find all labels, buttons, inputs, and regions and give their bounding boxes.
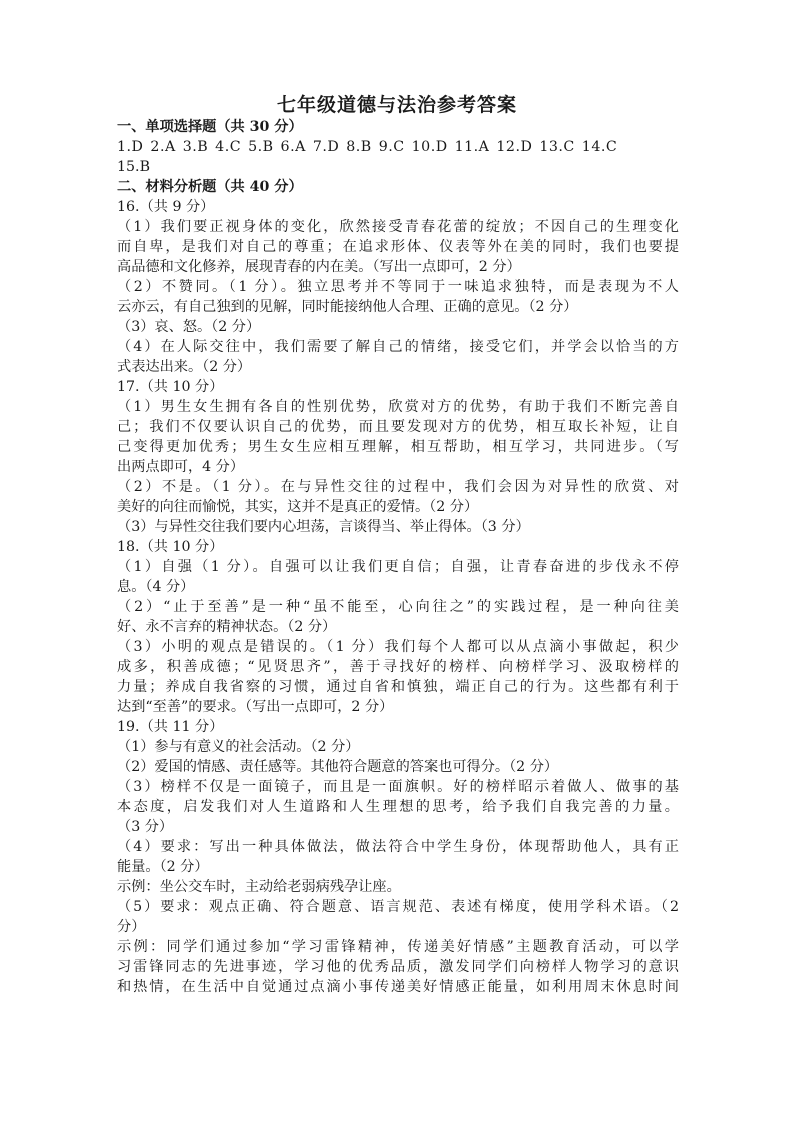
- text-line: 出两点即可，4 分）: [117, 459, 245, 475]
- answer-content: [117, 117, 679, 997]
- text-line: 己变得更加优秀；男生女生应相互理解，相互帮助，相互学习，共同进步。（写: [117, 439, 679, 455]
- text-line: 能量。（2 分）: [117, 859, 209, 875]
- text-line: 达到“至善”的要求。（写出一点即可，2 分）: [117, 699, 394, 715]
- text-line: 1.D 2.A 3.B 4.C 5.B 6.A 7.D 8.B 9.C 10.D 11.A 12.D 13.C 14.C: [117, 139, 618, 155]
- text-line: 息。（4 分）: [117, 579, 195, 595]
- text-line: （3 分）: [117, 819, 174, 835]
- text-line: （3）小明的观点是错误的。（1 分）我们每个人都可以从点滴小事做起，积少: [117, 639, 679, 655]
- text-line: 成多，积善成德；“见贤思齐”，善于寻找好的榜样、向榜样学习、汲取榜样的: [117, 659, 679, 675]
- document-title: 七年级道德与法治参考答案: [276, 94, 517, 116]
- text-line: （1）参与有意义的社会活动。（2 分）: [117, 739, 360, 755]
- text-line: 美好的向往而愉悦，其实，这并不是真正的爱情。（2 分）: [117, 499, 479, 515]
- text-line: （2）爱国的情感、责任感等。其他符合题意的答案也可得分。（2 分）: [117, 759, 559, 775]
- text-line: 示例：同学们通过参加“学习雷锋精神，传递美好情感”主题教育活动，可以学: [117, 939, 679, 955]
- text-line: （4）在人际交往中，我们需要了解自己的情绪，接受它们，并学会以恰当的方: [117, 339, 679, 355]
- text-line: （1）自强（1 分）。自强可以让我们更自信；自强，让青春奋进的步伐永不停: [117, 559, 679, 575]
- text-line: （2）不赞同。（1 分）。独立思考并不等同于一味追求独特，而是表现为不人: [117, 279, 679, 295]
- text-line: 式表达出来。（2 分）: [117, 359, 252, 375]
- text-line: （1）我们要正视身体的变化，欣然接受青春花蕾的绽放；不因自己的生理变化: [117, 219, 679, 235]
- text-line: 和热情，在生活中自觉通过点滴小事传递美好情感正能量，如利用周末休息时间: [117, 979, 679, 995]
- text-line: 高品德和文化修养，展现青春的内在美。（写出一点即可，2 分）: [117, 259, 521, 275]
- text-line: （3）哀、怒。（2 分）: [117, 319, 261, 335]
- text-line: 本态度，启发我们对人生道路和人生理想的思考，给予我们自我完善的力量。: [117, 799, 679, 815]
- text-line: 力量；养成自我省察的习惯，通过自省和慎独，端正自己的行为。这些都有利于: [117, 679, 679, 695]
- text-line: 16.（共 9 分）: [117, 199, 215, 215]
- text-line: 分）: [117, 919, 146, 935]
- text-line: 云亦云，有自己独到的见解，同时能接纳他人合理、正确的意见。（2 分）: [117, 299, 578, 315]
- text-line: 示例：坐公交车时，主动给老弱病残孕让座。: [117, 879, 401, 895]
- text-line: 己；我们不仅要认识自己的优势，而且要发现对方的优势，相互取长补短，让自: [117, 419, 679, 435]
- text-line: （1）男生女生拥有各自的性别优势，欣赏对方的优势，有助于我们不断完善自: [117, 399, 679, 415]
- text-line: 19.（共 11 分）: [117, 719, 224, 735]
- text-line: 18.（共 10 分）: [117, 539, 224, 555]
- text-line: 二、材料分析题（共 40 分）: [117, 179, 303, 195]
- text-line: 一、单项选择题（共 30 分）: [117, 119, 303, 135]
- text-line: 15.B: [117, 159, 150, 175]
- text-line: （3）与异性交往我们要内心坦荡，言谈得当、举止得体。（3 分）: [117, 519, 530, 535]
- text-line: （3）榜样不仅是一面镜子，而且是一面旗帜。好的榜样昭示着做人、做事的基: [117, 779, 679, 795]
- text-line: （2）“止于至善”是一种“虽不能至，心向往之”的实践过程，是一种向往美: [117, 599, 679, 615]
- text-line: 17.（共 10 分）: [117, 379, 224, 395]
- text-line: （2）不是。（1 分）。在与异性交往的过程中，我们会因为对异性的欣赏、对: [117, 479, 679, 495]
- text-line: （4）要求：写出一种具体做法，做法符合中学生身份，体现帮助他人，具有正: [117, 839, 679, 855]
- text-line: 好、永不言弃的精神状态。（2 分）: [117, 619, 337, 635]
- text-line: 而自卑，是我们对自己的尊重；在追求形体、仪表等外在美的同时，我们也要提: [117, 239, 679, 255]
- text-line: （5）要求：观点正确、符合题意、语言规范、表述有梯度，使用学科术语。（2: [117, 899, 679, 915]
- text-line: 习雷锋同志的先进事迹，学习他的优秀品质，激发同学们向榜样人物学习的意识: [117, 959, 679, 975]
